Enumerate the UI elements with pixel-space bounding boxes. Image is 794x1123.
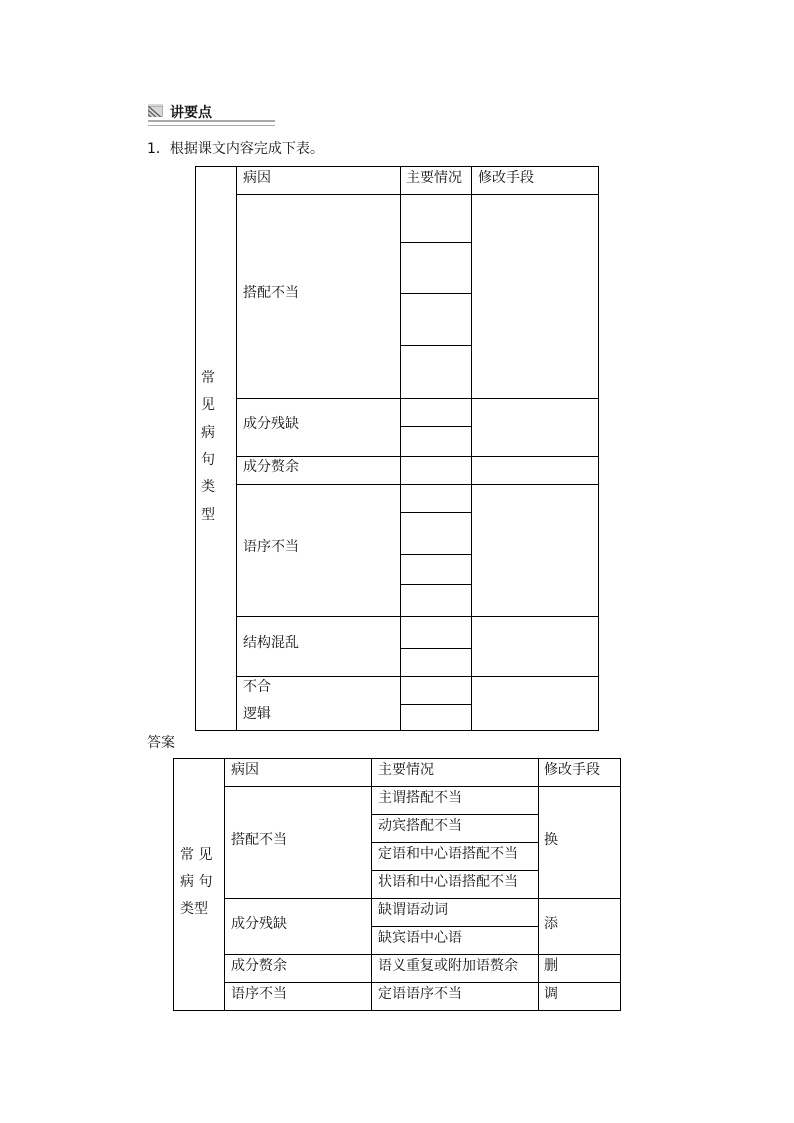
t2-side-label: 类型 [180,901,208,917]
t1-side-char: 句 [201,452,215,468]
t2-header-cause: 病因 [231,762,259,778]
t2-situation: 缺宾语中心语 [378,930,462,946]
t2-situation: 语义重复或附加语赘余 [378,958,518,974]
t1-cause: 成分残缺 [243,416,299,432]
t1-cause: 搭配不当 [243,285,299,301]
t1-cause: 成分赘余 [243,459,299,475]
t2-header-method: 修改手段 [544,762,600,778]
t2-method: 删 [544,958,558,974]
t2-situation: 动宾搭配不当 [378,818,462,834]
section-title: 讲要点 [170,105,212,121]
t1-side-char: 病 [201,425,215,441]
t1-cause: 不合 [243,679,271,695]
t2-cause: 成分残缺 [231,916,287,932]
t1-side-char: 常 [201,370,215,386]
t2-method: 添 [544,916,558,932]
t2-cause: 搭配不当 [231,832,287,848]
t2-cause: 语序不当 [231,986,287,1002]
t2-situation: 定语语序不当 [378,986,462,1002]
t2-method: 换 [544,832,558,848]
t1-side-char: 见 [201,397,215,413]
t1-header-method: 修改手段 [478,170,534,186]
t1-cause: 语序不当 [243,539,299,555]
t1-header-situation: 主要情况 [406,170,462,186]
question-text: 1．根据课文内容完成下表。 [147,141,324,157]
t2-situation: 主谓搭配不当 [378,790,462,806]
t1-header-cause: 病因 [243,170,271,186]
t2-situation: 定语和中心语搭配不当 [378,846,518,862]
t1-side-char: 型 [201,507,215,523]
t1-cause: 结构混乱 [243,635,299,651]
t2-cause: 成分赘余 [231,958,287,974]
t1-cause: 逻辑 [243,706,271,722]
t2-header-situation: 主要情况 [378,762,434,778]
t2-situation: 状语和中心语搭配不当 [378,874,518,890]
t2-situation: 缺谓语动词 [378,902,448,918]
answer-label: 答案 [147,735,175,751]
t2-side-label: 病 句 [180,874,213,890]
t1-side-char: 类 [201,479,215,495]
t2-method: 调 [544,986,558,1002]
t2-side-label: 常 见 [180,847,213,863]
